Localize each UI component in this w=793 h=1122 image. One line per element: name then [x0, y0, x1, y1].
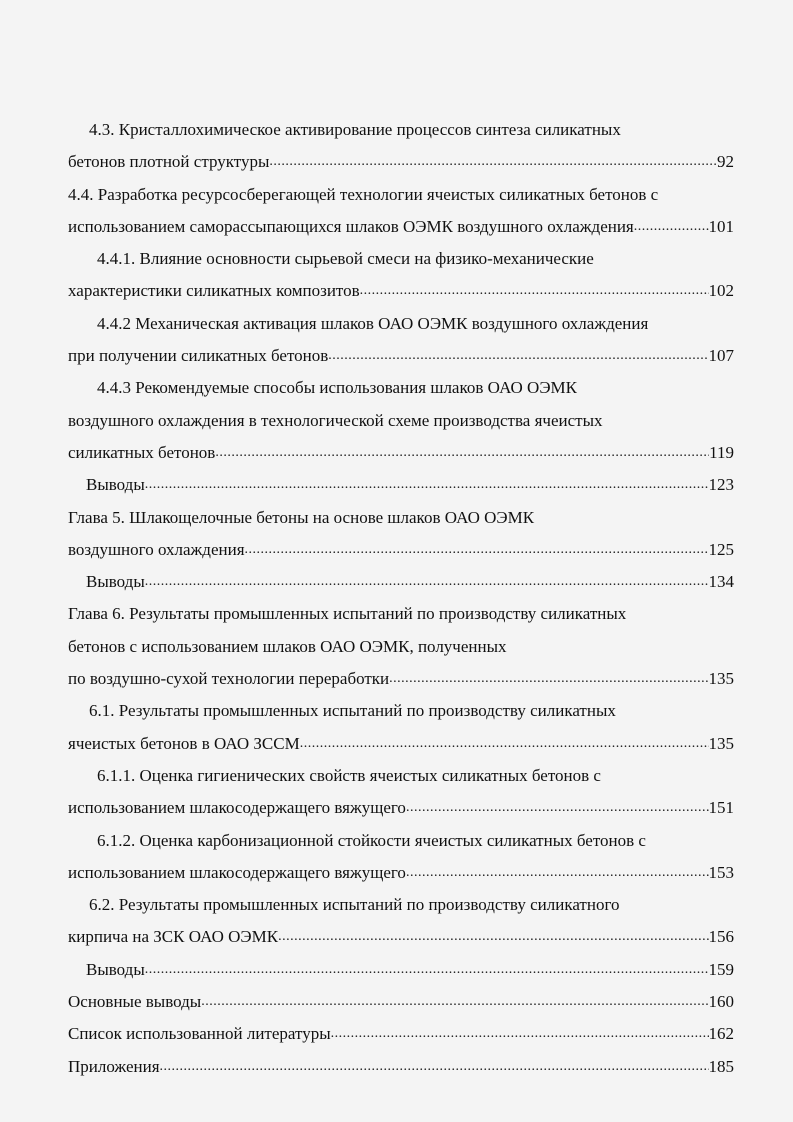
toc-entry-title: использованием шлакосодержащего вяжущего: [68, 798, 406, 818]
toc-entry-title: воздушного охлаждения в технологической схеме производства ячеистых: [68, 410, 603, 430]
toc-entry-title: 6.1. Результаты промышленных испытаний по производству силикатных: [89, 701, 616, 721]
toc-entry-title: Выводы: [86, 475, 145, 495]
leader-dots: [634, 211, 709, 243]
toc-entry-conclusions-4: [68, 469, 734, 501]
toc-entry-title: ячеистых бетонов в ОАО ЗССМ: [68, 733, 300, 753]
leader-dots: [145, 469, 709, 501]
toc-entry-title: Глава 6. Результаты промышленных испытаний по производству силикатных: [68, 604, 627, 624]
toc-entry-title: Выводы: [86, 572, 145, 592]
toc-entry-chapter-5: [68, 502, 734, 567]
leader-dots: [269, 146, 717, 178]
toc-entry-title: Список использованной литературы: [68, 1024, 331, 1044]
leader-dots: [145, 566, 709, 598]
toc-entry-title: по воздушно-сухой технологии переработки: [68, 669, 390, 689]
leader-dots: [215, 437, 709, 469]
leader-dots: [328, 340, 708, 372]
leader-dots: [278, 921, 708, 953]
toc-entry-title: 4.4.2 Механическая активация шлаков ОАО ОЭМК воздушного охлаждения: [97, 313, 649, 333]
toc-entry-4-4-2: [68, 308, 734, 373]
toc-page-number: 119: [709, 442, 734, 462]
leader-dots: [331, 1018, 709, 1050]
toc-entry-main-conclusions: [68, 986, 734, 1018]
toc-entry-title: Выводы: [86, 959, 145, 979]
toc-entry-6-1: [68, 695, 734, 760]
toc-entry-4-4: [68, 179, 734, 244]
leader-dots: [300, 728, 709, 760]
toc-entry-title: Приложения: [68, 1056, 160, 1076]
toc-entry-chapter-6: [68, 598, 734, 695]
toc-entry-title: 6.1.2. Оценка карбонизационной стойкости ячеистых силикатных бетонов с: [97, 830, 646, 850]
leader-dots: [245, 534, 709, 566]
toc-entry-4-4-1: [68, 243, 734, 308]
toc-page-number: 156: [708, 927, 734, 947]
toc-entry-title: бетонов с использованием шлаков ОАО ОЭМК, полученных: [68, 636, 507, 656]
leader-dots: [406, 792, 709, 824]
toc-page-number: 92: [717, 152, 734, 172]
table-of-contents: [68, 114, 734, 1083]
toc-entry-title: 4.3. Кристаллохимическое активирование процессов синтеза силикатных: [89, 120, 621, 139]
toc-entry-conclusions-5: [68, 566, 734, 598]
toc-entry-title: 4.4.3 Рекомендуемые способы использования шлаков ОАО ОЭМК: [97, 378, 577, 398]
toc-entry-title: использованием саморассыпающихся шлаков ОЭМК воздушного охлаждения: [68, 216, 634, 236]
toc-entry-conclusions-6: [68, 954, 734, 986]
toc-entry-title: бетонов плотной структуры: [68, 152, 270, 172]
leader-dots: [160, 1051, 709, 1083]
toc-page-number: 134: [708, 572, 734, 592]
toc-entry-references: [68, 1018, 734, 1050]
toc-page-number: 135: [708, 733, 734, 753]
leader-dots: [406, 857, 709, 889]
leader-dots: [145, 954, 709, 986]
toc-page-number: 185: [708, 1056, 734, 1076]
toc-entry-title: использованием шлакосодержащего вяжущего: [68, 862, 406, 882]
toc-page-number: 123: [708, 475, 734, 495]
toc-page-number: 101: [708, 216, 734, 236]
toc-entry-4-3: [68, 114, 734, 179]
toc-entry-title: 4.4.1. Влияние основности сырьевой смеси на физико-механические: [97, 249, 594, 269]
toc-entry-title: кирпича на ЗСК ОАО ОЭМК: [68, 927, 279, 947]
toc-entry-appendices: [68, 1051, 734, 1083]
leader-dots: [389, 663, 708, 695]
toc-page-number: 162: [708, 1024, 734, 1044]
toc-page-number: 160: [708, 992, 734, 1012]
toc-entry-title: при получении силикатных бетонов: [68, 346, 329, 366]
toc-entry-title: силикатных бетонов: [68, 442, 216, 462]
toc-page-number: 102: [708, 281, 734, 301]
toc-entry-6-2: [68, 889, 734, 954]
toc-page-number: 135: [708, 669, 734, 689]
toc-entry-title: 4.4. Разработка ресурсосберегающей технологии ячеистых силикатных бетонов с: [68, 184, 659, 204]
toc-entry-title: Глава 5. Шлакощелочные бетоны на основе шлаков ОАО ОЭМК: [68, 507, 535, 527]
toc-entry-title: 6.1.1. Оценка гигиенических свойств ячеистых силикатных бетонов с: [97, 765, 601, 785]
toc-page-number: 125: [708, 539, 734, 559]
leader-dots: [201, 986, 708, 1018]
toc-page-number: 151: [708, 798, 734, 818]
toc-page-number: 159: [708, 959, 734, 979]
toc-entry-title: характеристики силикатных композитов: [68, 281, 360, 301]
leader-dots: [360, 275, 709, 307]
toc-page-number: 153: [708, 862, 734, 882]
toc-entry-4-4-3: [68, 372, 734, 469]
toc-entry-title: 6.2. Результаты промышленных испытаний по производству силикатного: [89, 895, 620, 915]
toc-entry-title: воздушного охлаждения: [68, 539, 245, 559]
toc-entry-6-1-2: [68, 825, 734, 890]
toc-page-number: 107: [708, 346, 734, 366]
toc-entry-title: Основные выводы: [68, 992, 202, 1012]
toc-entry-6-1-1: [68, 760, 734, 825]
